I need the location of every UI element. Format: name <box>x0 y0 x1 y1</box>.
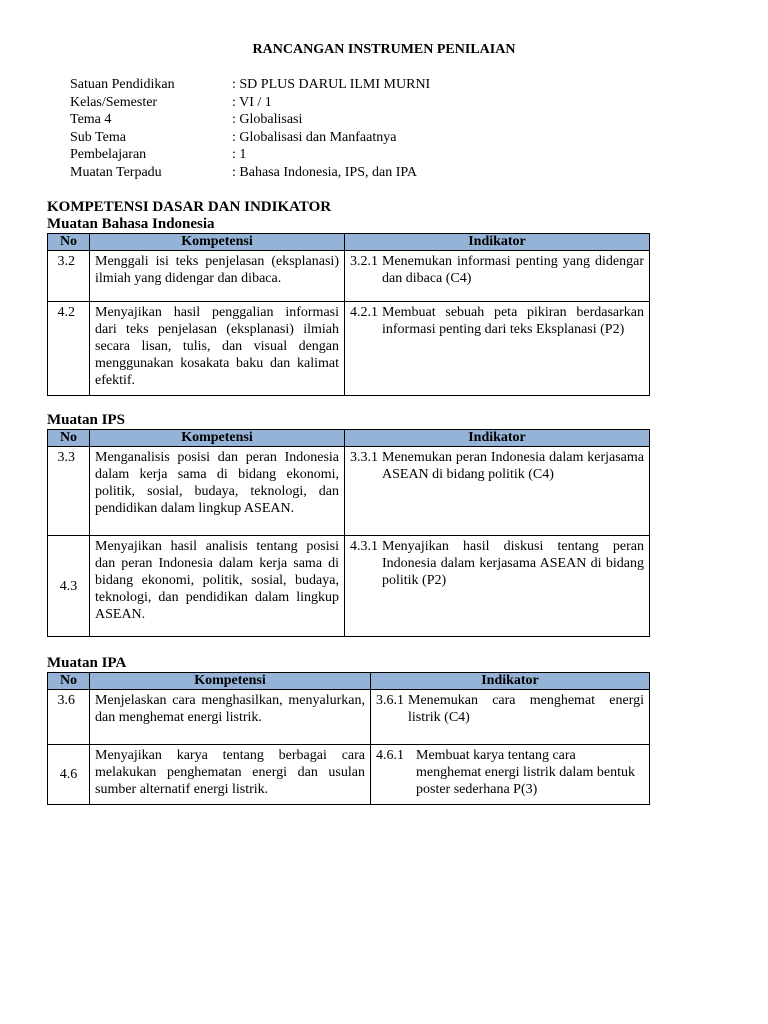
meta-label: Sub Tema <box>70 129 126 145</box>
meta-value: : Bahasa Indonesia, IPS, dan IPA <box>232 164 417 180</box>
meta-value: : Globalisasi <box>232 112 303 127</box>
indikator-code: 3.3.1 <box>350 450 378 465</box>
table-ips <box>47 429 650 637</box>
meta-label: Muatan Terpadu <box>70 164 162 180</box>
row-indikator <box>345 447 650 536</box>
kd-heading: KOMPETENSI DASAR DAN INDIKATOR <box>47 199 332 215</box>
row-no: 3.6 <box>48 690 90 745</box>
document-title: RANCANGAN INSTRUMEN PENILAIAN <box>252 42 516 57</box>
header-kompetensi: Kompetensi <box>90 430 345 447</box>
meta-row <box>70 94 430 112</box>
section-title: Muatan IPA <box>47 655 127 671</box>
row-kompetensi: Menyajikan karya tentang berbagai cara melakukan penghematan energi dan usulan sumber alternatif energi listrik. <box>90 745 371 805</box>
table-row <box>48 690 650 745</box>
table-row <box>48 536 650 637</box>
header-kompetensi: Kompetensi <box>90 673 371 690</box>
meta-label: Satuan Pendidikan <box>70 77 175 92</box>
row-no: 3.2 <box>48 251 90 302</box>
indikator-code: 3.6.1 <box>376 693 404 708</box>
row-kompetensi: Menganalisis posisi dan peran Indonesia dalam kerja sama di bidang ekonomi, politik, sosial, budaya, teknologi, dan pendidikan dalam lingkup ASEAN. <box>90 447 345 536</box>
table-row <box>48 447 650 536</box>
indikator-text: Menemukan peran Indonesia dalam kerjasama ASEAN di bidang politik (C4) <box>382 450 644 482</box>
row-indikator <box>345 251 650 302</box>
header-indikator: Indikator <box>371 673 650 690</box>
meta-row <box>70 111 430 129</box>
header-indikator: Indikator <box>345 430 650 447</box>
indikator-code: 3.2.1 <box>350 254 378 269</box>
table-row <box>48 302 650 396</box>
indikator-text: Membuat karya tentang cara menghemat energi listrik dalam bentuk poster sederhana P(3) <box>416 748 636 797</box>
meta-label: Tema 4 <box>70 112 112 127</box>
indikator-code: 4.6.1 <box>376 748 404 763</box>
row-indikator <box>371 690 650 745</box>
indikator-text: Membuat sebuah peta pikiran berdasarkan informasi penting dari teks Eksplanasi (P2) <box>382 305 644 337</box>
row-no: 3.3 <box>48 447 90 536</box>
indikator-text: Menemukan informasi penting yang didengar dan dibaca (C4) <box>382 254 644 286</box>
header-no: No <box>48 430 90 447</box>
meta-value: : SD PLUS DARUL ILMI MURNI <box>232 77 431 92</box>
header-kompetensi: Kompetensi <box>90 234 345 251</box>
row-indikator <box>371 745 650 805</box>
indikator-text: Menyajikan hasil diskusi tentang peran Indonesia dalam kerjasama ASEAN di bidang politik (P2) <box>382 539 644 588</box>
table-header-row <box>48 234 650 251</box>
row-kompetensi: Menggali isi teks penjelasan (eksplanasi) ilmiah yang didengar dan dibaca. <box>90 251 345 302</box>
meta-label: Kelas/Semester <box>70 94 158 110</box>
indikator-code: 4.3.1 <box>350 539 378 554</box>
table-row <box>48 745 650 805</box>
table-row <box>48 251 650 302</box>
table-header-row <box>48 430 650 447</box>
row-indikator <box>345 302 650 396</box>
identity-block <box>70 76 430 181</box>
meta-row <box>70 76 430 94</box>
row-indikator <box>345 536 650 637</box>
header-no: No <box>48 234 90 251</box>
meta-label: Pembelajaran <box>70 147 147 162</box>
row-no: 4.6 <box>48 745 90 805</box>
row-no: 4.3 <box>48 536 90 637</box>
section-title: Muatan Bahasa Indonesia <box>47 216 215 232</box>
indikator-code: 4.2.1 <box>350 305 378 320</box>
header-indikator: Indikator <box>345 234 650 251</box>
table-bahasa-indonesia <box>47 233 650 396</box>
row-kompetensi: Menjelaskan cara menghasilkan, menyalurkan, dan menghemat energi listrik. <box>90 690 371 745</box>
meta-value: : Globalisasi dan Manfaatnya <box>232 129 397 145</box>
meta-row <box>70 129 430 147</box>
meta-row <box>70 146 430 164</box>
table-header-row <box>48 673 650 690</box>
row-kompetensi: Menyajikan hasil penggalian informasi dari teks penjelasan (eksplanasi) ilmiah secara lisan, tulis, dan visual dengan menggunakan kosakata baku dan kalimat efektif. <box>90 302 345 396</box>
indikator-text: Menemukan cara menghemat energi listrik (C4) <box>408 693 644 725</box>
meta-row <box>70 164 430 182</box>
meta-value: : VI / 1 <box>232 94 272 110</box>
table-ipa <box>47 672 650 805</box>
row-no: 4.2 <box>48 302 90 396</box>
row-kompetensi: Menyajikan hasil analisis tentang posisi dan peran Indonesia dalam kerja sama di bidang ekonomi, politik, sosial, budaya, teknologi, dan pendidikan dalam lingkup ASEAN. <box>90 536 345 637</box>
header-no: No <box>48 673 90 690</box>
meta-value: : 1 <box>232 147 247 162</box>
section-title: Muatan IPS <box>47 412 125 428</box>
